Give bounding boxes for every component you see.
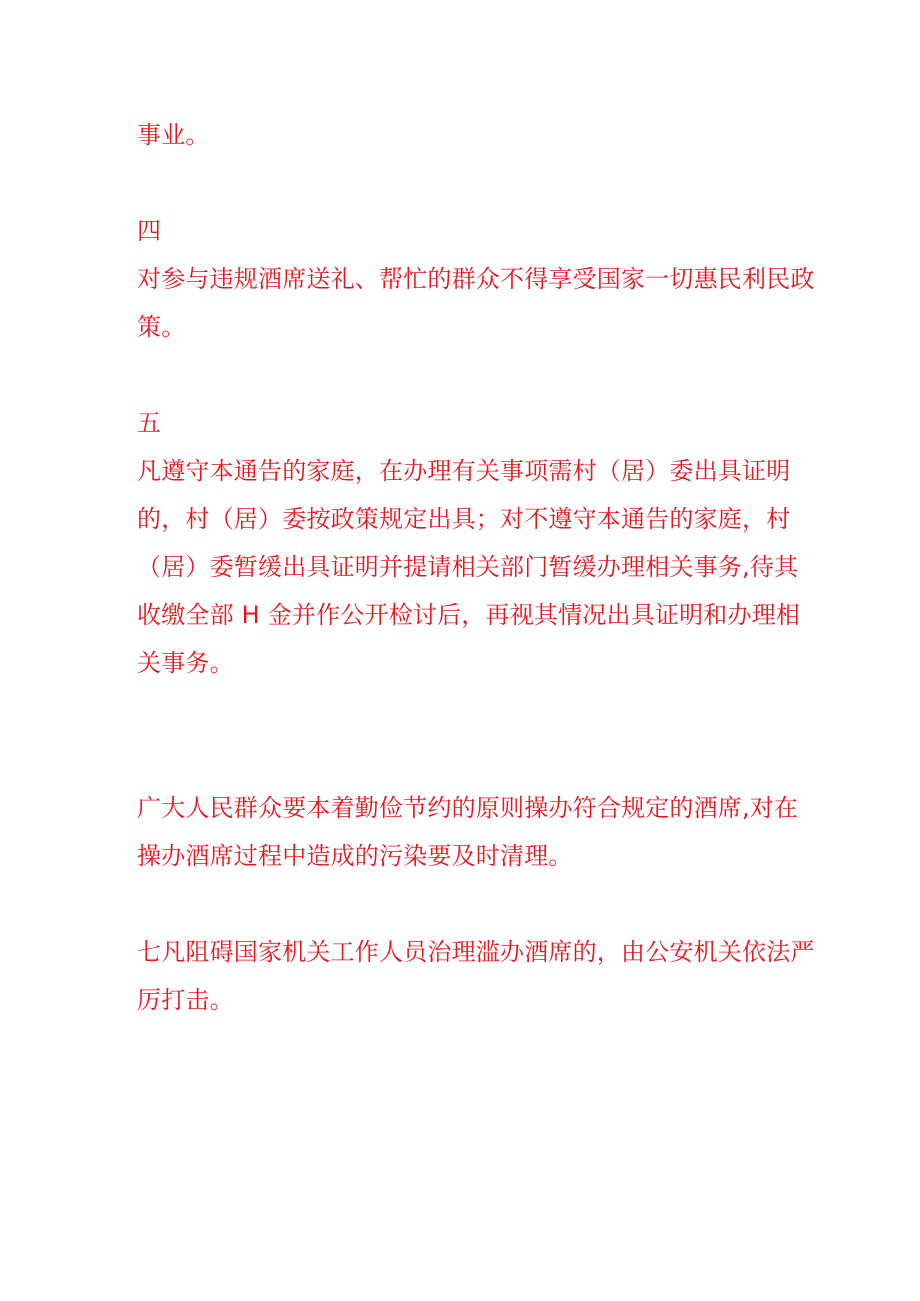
section-number: 五: [137, 409, 162, 437]
paragraph-line: 凡遵守本通告的家庭，在办理有关事项需村（居）委出具证明: [137, 457, 791, 485]
paragraph-line: 七凡阻碍国家机关工作人员治理滥办酒席的，由公安机关依法严: [137, 938, 815, 966]
paragraph-line: （居）委暂缓出具证明并提请相关部门暂缓办理相关事务,待其: [137, 553, 799, 581]
paragraph-line: 厉打击。: [137, 986, 234, 1014]
paragraph-line: 操办酒席过程中造成的污染要及时清理。: [137, 842, 573, 870]
paragraph-line: 策。: [137, 313, 186, 341]
paragraph-line: 对参与违规酒席送礼、帮忙的群众不得享受国家一切惠民利民政: [137, 265, 815, 293]
paragraph-line: 的，村（居）委按政策规定出具；对不遵守本通告的家庭，村: [137, 505, 791, 533]
paragraph-line: 关事务。: [137, 649, 234, 677]
paragraph-line: 收缴全部 H 金并作公开检讨后，再视其情况出具证明和办理相: [137, 601, 801, 629]
paragraph-line: 事业。: [137, 121, 210, 149]
paragraph-line: 广大人民群众要本着勤俭节约的原则操办符合规定的酒席,对在: [137, 794, 799, 822]
section-number: 四: [137, 217, 162, 245]
